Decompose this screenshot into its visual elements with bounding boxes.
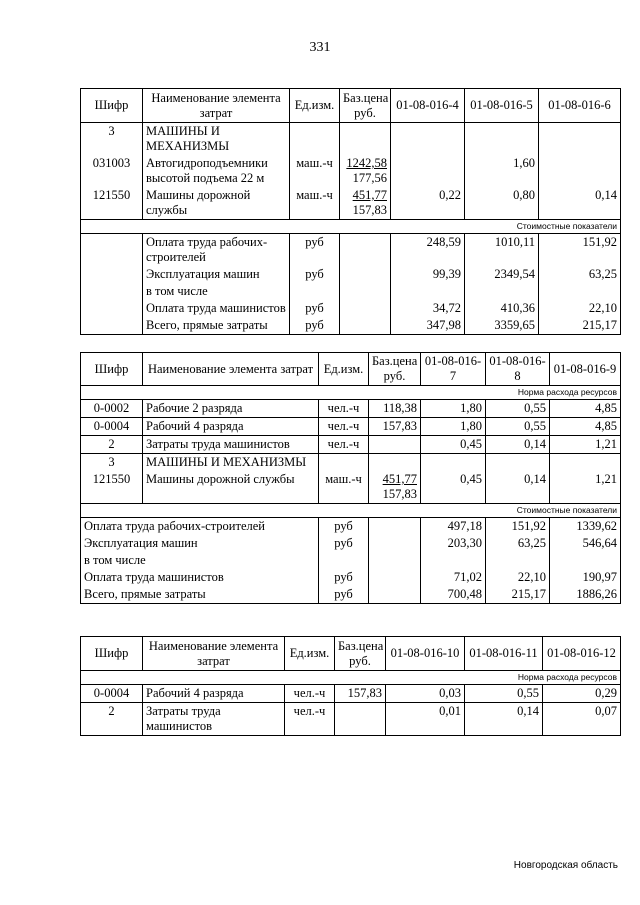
row-price <box>340 187 391 220</box>
row-code: 2 <box>81 703 143 736</box>
row-unit: маш.-ч <box>290 187 340 220</box>
row-unit: чел.-ч <box>319 418 369 436</box>
cost-section-label: Стоимостные показатели <box>81 220 621 234</box>
cost-table-3 <box>80 636 621 736</box>
summary-value: 1886,26 <box>550 586 621 604</box>
summary-unit: руб <box>319 569 369 586</box>
summary-value: 99,39 <box>391 266 465 283</box>
row-value: 0,01 <box>386 703 465 736</box>
row-name: Затраты труда машинистов <box>143 436 319 454</box>
row-value: 1,60 <box>465 155 539 187</box>
header-code: Шифр <box>81 637 143 671</box>
summary-row <box>81 552 621 569</box>
summary-value: 71,02 <box>421 569 486 586</box>
row-name: МАШИНЫ И МЕХАНИЗМЫ <box>143 123 290 156</box>
footer-region: Новгородская область <box>513 860 618 871</box>
header-col-2: 01-08-016-11 <box>465 637 543 671</box>
row-value: 4,85 <box>550 400 621 418</box>
cost-table-2 <box>80 352 621 604</box>
table-row <box>81 418 621 436</box>
row-value: 0,45 <box>421 471 486 504</box>
row-unit: чел.-ч <box>319 436 369 454</box>
row-value: 0,03 <box>386 685 465 703</box>
summary-value: 190,97 <box>550 569 621 586</box>
price-value-alt: 177,56 <box>352 171 387 185</box>
table-row <box>81 454 621 472</box>
row-unit: чел.-ч <box>285 703 335 736</box>
row-price: 118,38 <box>369 400 421 418</box>
norm-section-label: Норма расхода ресурсов <box>81 386 621 400</box>
summary-value: 22,10 <box>486 569 550 586</box>
price-value: 1242,58 <box>346 156 387 170</box>
summary-value: 248,59 <box>391 234 465 267</box>
row-unit: маш.-ч <box>290 155 340 187</box>
row-value: 1,80 <box>421 418 486 436</box>
row-name: Рабочий 4 разряда <box>143 418 319 436</box>
header-col-2: 01-08-016-5 <box>465 89 539 123</box>
summary-row <box>81 569 621 586</box>
row-price <box>369 471 421 504</box>
summary-row <box>81 586 621 604</box>
table-row <box>81 187 621 220</box>
header-unit: Ед.изм. <box>319 353 369 386</box>
row-value: 1,80 <box>421 400 486 418</box>
summary-value: 203,30 <box>421 535 486 552</box>
summary-value: 347,98 <box>391 317 465 335</box>
header-name: Наименование элемента затрат <box>143 89 290 123</box>
summary-value: 34,72 <box>391 300 465 317</box>
cost-table-1 <box>80 88 621 335</box>
table-header <box>81 637 621 671</box>
norm-section-label: Норма расхода ресурсов <box>81 671 621 685</box>
row-code: 3 <box>81 123 143 156</box>
header-name: Наименование элемента затрат <box>143 353 319 386</box>
row-code: 3 <box>81 454 143 472</box>
header-unit: Ед.изм. <box>290 89 340 123</box>
row-value: 0,55 <box>465 685 543 703</box>
header-col-3: 01-08-016-6 <box>539 89 621 123</box>
header-name: Наименование элемента затрат <box>143 637 285 671</box>
row-price <box>369 436 421 454</box>
row-name: МАШИНЫ И МЕХАНИЗМЫ <box>143 454 319 472</box>
summary-value: 151,92 <box>486 518 550 536</box>
row-unit: чел.-ч <box>285 685 335 703</box>
summary-row <box>81 535 621 552</box>
summary-value: 1010,11 <box>465 234 539 267</box>
row-code: 0-0004 <box>81 418 143 436</box>
summary-name: Оплата труда машинистов <box>81 569 319 586</box>
summary-value: 22,10 <box>539 300 621 317</box>
row-code: 031003 <box>81 155 143 187</box>
row-value: 0,22 <box>391 187 465 220</box>
table-row <box>81 123 621 156</box>
summary-row <box>81 300 621 317</box>
summary-value: 546,64 <box>550 535 621 552</box>
row-value: 1,21 <box>550 471 621 504</box>
summary-unit: руб <box>290 317 340 335</box>
row-name: Машины дорожной службы <box>143 187 290 220</box>
summary-unit: руб <box>290 300 340 317</box>
row-value: 0,29 <box>543 685 621 703</box>
table-row <box>81 400 621 418</box>
header-col-1: 01-08-016-10 <box>386 637 465 671</box>
summary-row <box>81 518 621 536</box>
summary-name: в том числе <box>81 552 319 569</box>
summary-name: Эксплуатация машин <box>143 266 290 283</box>
summary-name: Всего, прямые затраты <box>81 586 319 604</box>
row-value <box>539 155 621 187</box>
row-name: Машины дорожной службы <box>143 471 319 504</box>
header-price: Баз.цена руб. <box>369 353 421 386</box>
summary-name: Эксплуатация машин <box>81 535 319 552</box>
row-name: Затраты труда машинистов <box>143 703 285 736</box>
header-col-3: 01-08-016-9 <box>550 353 621 386</box>
summary-value: 151,92 <box>539 234 621 267</box>
summary-value: 63,25 <box>539 266 621 283</box>
header-code: Шифр <box>81 353 143 386</box>
row-value: 0,14 <box>465 703 543 736</box>
price-value: 451,77 <box>382 472 417 486</box>
row-value: 0,55 <box>486 418 550 436</box>
row-value <box>391 155 465 187</box>
row-name: Автогидроподъемники высотой подъема 22 м <box>143 155 290 187</box>
row-code: 2 <box>81 436 143 454</box>
summary-value: 2349,54 <box>465 266 539 283</box>
price-value-alt: 157,83 <box>352 203 387 217</box>
row-value: 0,14 <box>486 436 550 454</box>
header-col-2: 01-08-016-8 <box>486 353 550 386</box>
summary-name: в том числе <box>143 283 290 300</box>
summary-value: 215,17 <box>539 317 621 335</box>
row-name: Рабочие 2 разряда <box>143 400 319 418</box>
summary-unit: руб <box>290 234 340 267</box>
summary-unit: руб <box>319 518 369 536</box>
table-header <box>81 89 621 123</box>
row-value: 0,55 <box>486 400 550 418</box>
row-value: 0,07 <box>543 703 621 736</box>
row-value: 0,45 <box>421 436 486 454</box>
summary-name: Оплата труда рабочих-строителей <box>81 518 319 536</box>
header-price: Баз.цена руб. <box>335 637 386 671</box>
price-value: 451,77 <box>352 188 387 202</box>
summary-name: Всего, прямые затраты <box>143 317 290 335</box>
row-value: 0,80 <box>465 187 539 220</box>
summary-value: 410,36 <box>465 300 539 317</box>
header-price: Баз.цена руб. <box>340 89 391 123</box>
summary-row <box>81 317 621 335</box>
price-value-alt: 157,83 <box>382 487 417 501</box>
row-value: 1,21 <box>550 436 621 454</box>
table-header <box>81 353 621 386</box>
row-price: 157,83 <box>335 685 386 703</box>
summary-value: 3359,65 <box>465 317 539 335</box>
summary-unit: руб <box>319 535 369 552</box>
row-code: 121550 <box>81 471 143 504</box>
summary-unit: руб <box>290 266 340 283</box>
row-price <box>340 155 391 187</box>
table-row <box>81 471 621 504</box>
summary-value: 1339,62 <box>550 518 621 536</box>
row-code: 121550 <box>81 187 143 220</box>
summary-value: 215,17 <box>486 586 550 604</box>
summary-row <box>81 283 621 300</box>
row-name: Рабочий 4 разряда <box>143 685 285 703</box>
row-value: 0,14 <box>486 471 550 504</box>
summary-name: Оплата труда машинистов <box>143 300 290 317</box>
summary-unit: руб <box>319 586 369 604</box>
row-price <box>335 703 386 736</box>
header-col-1: 01-08-016-4 <box>391 89 465 123</box>
row-value: 0,14 <box>539 187 621 220</box>
header-unit: Ед.изм. <box>285 637 335 671</box>
summary-value: 497,18 <box>421 518 486 536</box>
table-row <box>81 155 621 187</box>
table-row <box>81 703 621 736</box>
summary-value: 63,25 <box>486 535 550 552</box>
header-code: Шифр <box>81 89 143 123</box>
cost-section-label: Стоимостные показатели <box>81 504 621 518</box>
header-col-3: 01-08-016-12 <box>543 637 621 671</box>
row-unit: чел.-ч <box>319 400 369 418</box>
row-value: 4,85 <box>550 418 621 436</box>
row-code: 0-0004 <box>81 685 143 703</box>
row-price: 157,83 <box>369 418 421 436</box>
header-col-1: 01-08-016-7 <box>421 353 486 386</box>
summary-name: Оплата труда рабочих-строителей <box>143 234 290 267</box>
row-code: 0-0002 <box>81 400 143 418</box>
summary-row <box>81 266 621 283</box>
table-row <box>81 685 621 703</box>
page-number: 331 <box>309 40 331 55</box>
summary-row <box>81 234 621 267</box>
table-row <box>81 436 621 454</box>
row-unit: маш.-ч <box>319 471 369 504</box>
summary-value: 700,48 <box>421 586 486 604</box>
